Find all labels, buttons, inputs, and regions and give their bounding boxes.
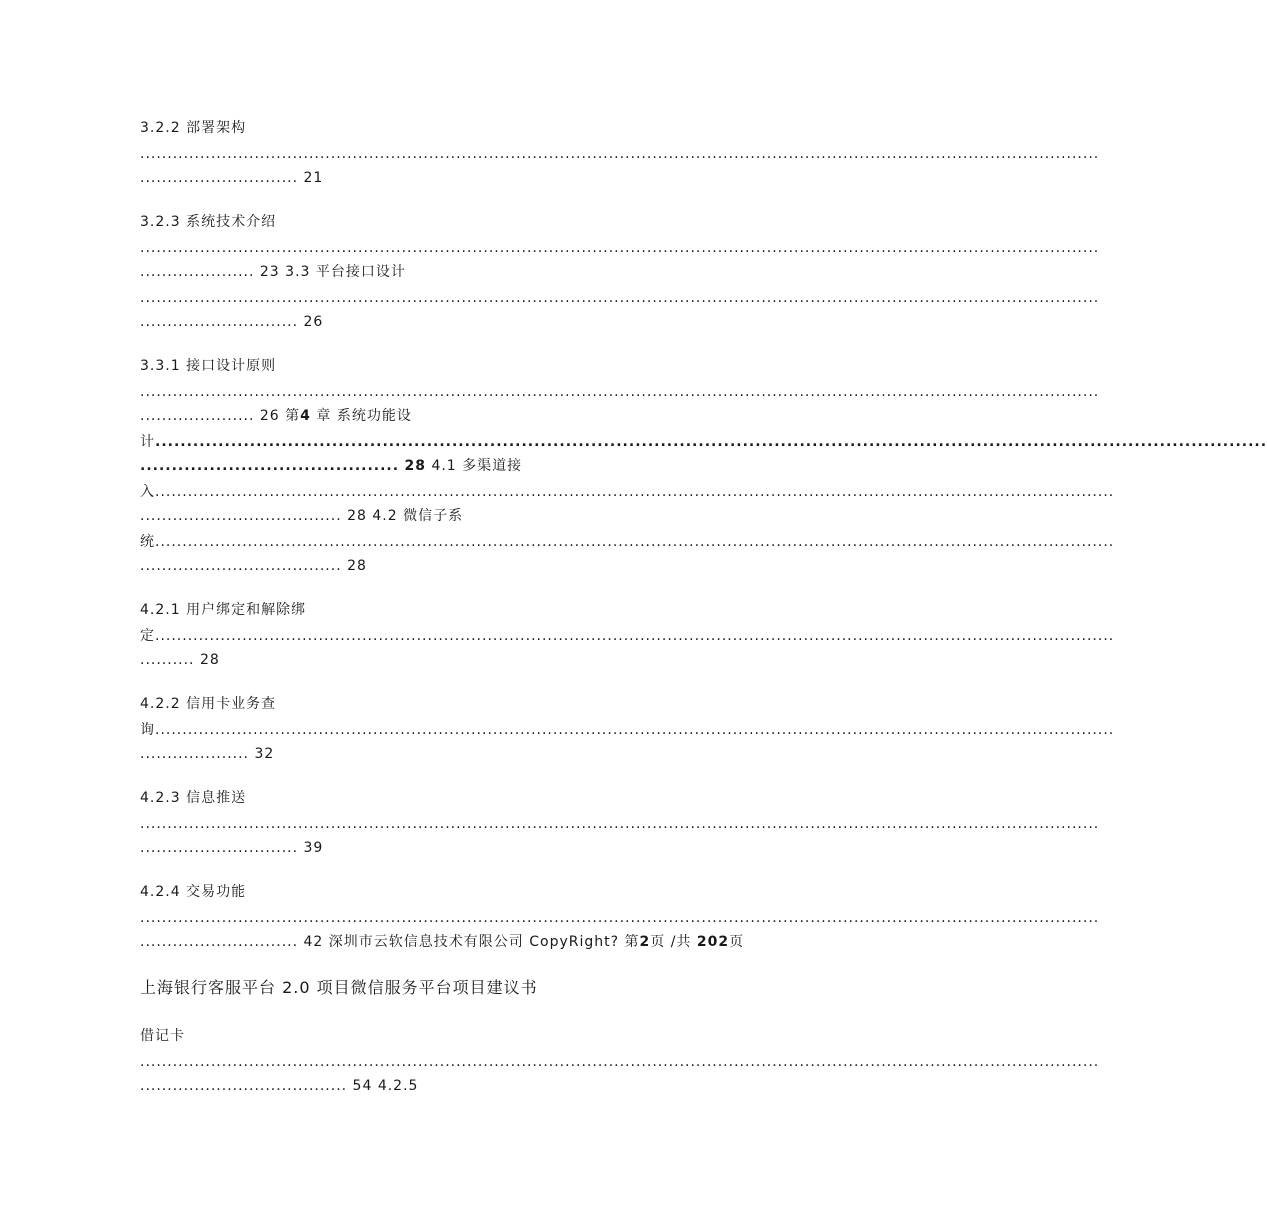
toc-page: ......................................... 28 4.1 多渠道接 <box>140 458 523 474</box>
toc-heading: 4.2.3 信息推送 <box>140 790 247 806</box>
toc-heading: 4.2.1 用户绑定和解除绑 <box>140 602 307 618</box>
toc-page: ..................... 23 3.3 平台接口设计 <box>140 264 406 280</box>
toc-page: ............................. 21 <box>140 170 324 186</box>
toc-page: ..................................... 28 <box>140 558 367 574</box>
toc-leader: ................................................................................................................................................................................ <box>140 240 1100 256</box>
footer-total: 202 <box>696 934 730 950</box>
toc-page: ..................... 26 第4 章 系统功能设 <box>140 408 412 424</box>
toc-leader: ................................................................................................................................................................................ <box>140 1054 1100 1070</box>
toc-heading: 3.3.1 接口设计原则 <box>140 358 277 374</box>
toc-page: .................... 32 <box>140 746 275 762</box>
doc-title: 上海银行客服平台 2.0 项目微信服务平台项目建议书 <box>140 978 538 997</box>
toc-page: ............................. 39 <box>140 840 324 856</box>
toc-leader: ................................................................................................................................................................................ <box>140 146 1100 162</box>
toc-cont: 询................................................................................................................................................................................ <box>140 722 1115 738</box>
toc-chapter-cont: 计................................................................................................................................................................................ <box>140 434 1267 450</box>
toc-cont: 统................................................................................................................................................................................ <box>140 534 1115 550</box>
footer-company: 深圳市云软信息技术有限公司 CopyRight? <box>328 934 620 950</box>
footer-line: ............................. 42 深圳市云软信息技术有限公司 CopyRight? 第2页 /共 202页 <box>140 934 745 950</box>
toc-leader: ................................................................................................................................................................................ <box>140 290 1100 306</box>
toc-page: ............................. 26 <box>140 314 324 330</box>
toc-leader: ................................................................................................................................................................................ <box>140 816 1100 832</box>
toc-page: ..................................... 28 4.2 微信子系 <box>140 508 464 524</box>
toc-heading: 4.2.4 交易功能 <box>140 884 247 900</box>
toc-leader: ................................................................................................................................................................................ <box>140 384 1100 400</box>
footer-page: 2 <box>639 934 651 950</box>
toc-leader: ................................................................................................................................................................................ <box>140 910 1100 926</box>
toc-heading: 借记卡 <box>140 1028 185 1044</box>
toc-page: ...................................... 54 4.2.5 <box>140 1078 419 1094</box>
toc-heading: 3.2.2 部署架构 <box>140 120 247 136</box>
toc-cont: 定................................................................................................................................................................................ <box>140 628 1115 644</box>
toc-heading: 4.2.2 信用卡业务查 <box>140 696 277 712</box>
toc-cont: 入................................................................................................................................................................................ <box>140 484 1115 500</box>
toc-page: .......... 28 <box>140 652 220 668</box>
toc-heading: 3.2.3 系统技术介绍 <box>140 214 277 230</box>
